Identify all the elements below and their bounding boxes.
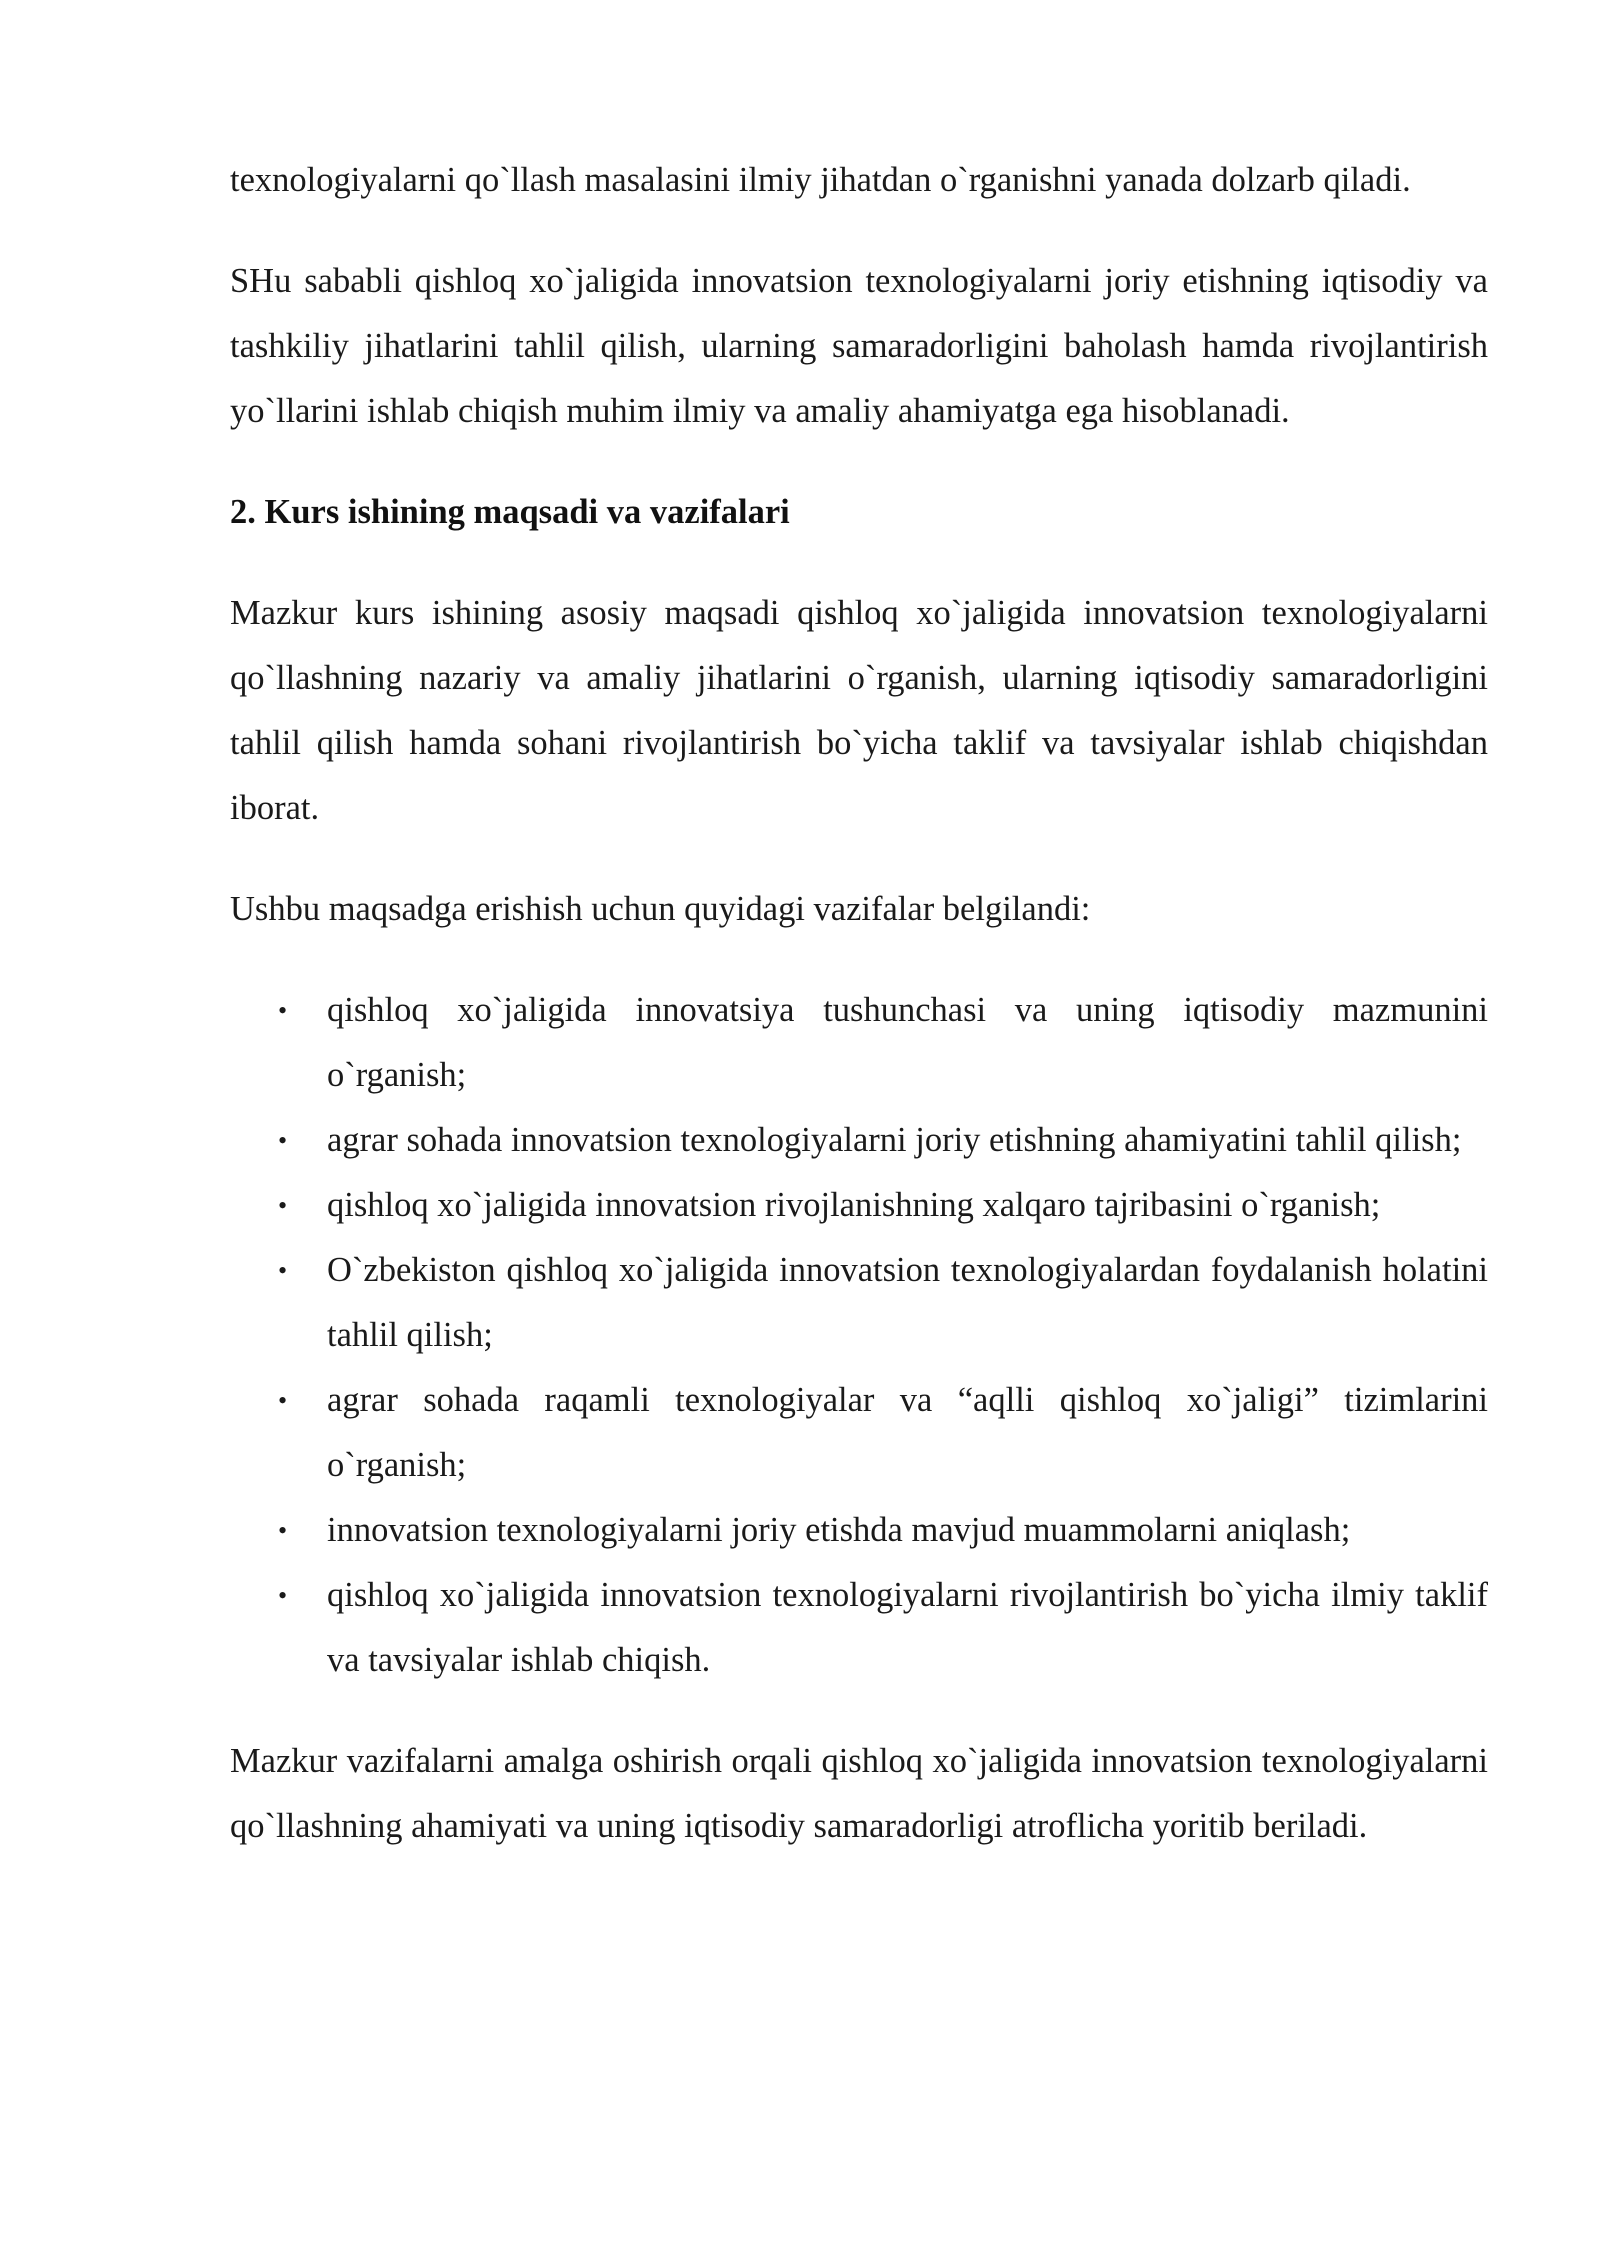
bullet-icon: • (278, 996, 288, 1025)
list-item-text: O`zbekiston qishloq xo`jaligida innovatsion texnologiyalardan foydalanish holatini tahlil qilish; (327, 1251, 1488, 1354)
list-item (230, 1563, 1488, 1693)
bullet-icon: • (278, 1386, 288, 1415)
section-heading: 2. Kurs ishining maqsadi va vazifalari (230, 493, 790, 531)
bullet-icon: • (278, 1191, 288, 1220)
list-item-text: agrar sohada raqamli texnologiyalar va “aqlli qishloq xo`jaligi” tizimlarini o`rganish; (327, 1381, 1488, 1484)
bullet-icon: • (278, 1581, 288, 1610)
paragraph-relevance: SHu sababli qishloq xo`jaligida innovatsion texnologiyalarni joriy etishning iqtisodiy va tashkiliy jihatlarini tahlil qilish, ularning samaradorligini baholash hamda rivojlantirish yo`llarini ishlab chiqish muhim ilmiy va amaliy ahamiyatga ega hisoblanadi. (230, 262, 1488, 430)
task-list (230, 978, 1488, 1693)
document-page (230, 148, 1488, 1895)
list-item (230, 1368, 1488, 1498)
paragraph-goal: Mazkur kurs ishining asosiy maqsadi qishloq xo`jaligida innovatsion texnologiyalarni qo`llashning nazariy va amaliy jihatlarini o`rganish, ularning iqtisodiy samaradorligini tahlil qilish hamda sohani rivojlantirish bo`yicha taklif va tavsiyalar ishlab chiqishdan iborat. (230, 594, 1488, 827)
list-item-text: qishloq xo`jaligida innovatsion texnologiyalarni rivojlantirish bo`yicha ilmiy taklif va tavsiyalar ishlab chiqish. (327, 1576, 1488, 1679)
bullet-icon: • (278, 1516, 288, 1545)
paragraph-intro-end: texnologiyalarni qo`llash masalasini ilmiy jihatdan o`rganishni yanada dolzarb qiladi. (230, 161, 1411, 199)
list-item (230, 1108, 1488, 1173)
paragraph-conclusion: Mazkur vazifalarni amalga oshirish orqali qishloq xo`jaligida innovatsion texnologiyalarni qo`llashning ahamiyati va uning iqtisodiy samaradorligi atroflicha yoritib beriladi. (230, 1742, 1488, 1845)
list-item (230, 1173, 1488, 1238)
list-item-text: qishloq xo`jaligida innovatsiya tushunchasi va uning iqtisodiy mazmunini o`rganish; (327, 991, 1488, 1094)
list-item (230, 1238, 1488, 1368)
list-item (230, 978, 1488, 1108)
bullet-icon: • (278, 1256, 288, 1285)
paragraph-tasks-intro: Ushbu maqsadga erishish uchun quyidagi vazifalar belgilandi: (230, 890, 1091, 928)
list-item-text: innovatsion texnologiyalarni joriy etishda mavjud muammolarni aniqlash; (327, 1511, 1351, 1549)
list-item-text: qishloq xo`jaligida innovatsion rivojlanishning xalqaro tajribasini o`rganish; (327, 1186, 1381, 1224)
bullet-icon: • (278, 1126, 288, 1155)
list-item-text: agrar sohada innovatsion texnologiyalarni joriy etishning ahamiyatini tahlil qilish; (327, 1121, 1462, 1159)
list-item (230, 1498, 1488, 1563)
